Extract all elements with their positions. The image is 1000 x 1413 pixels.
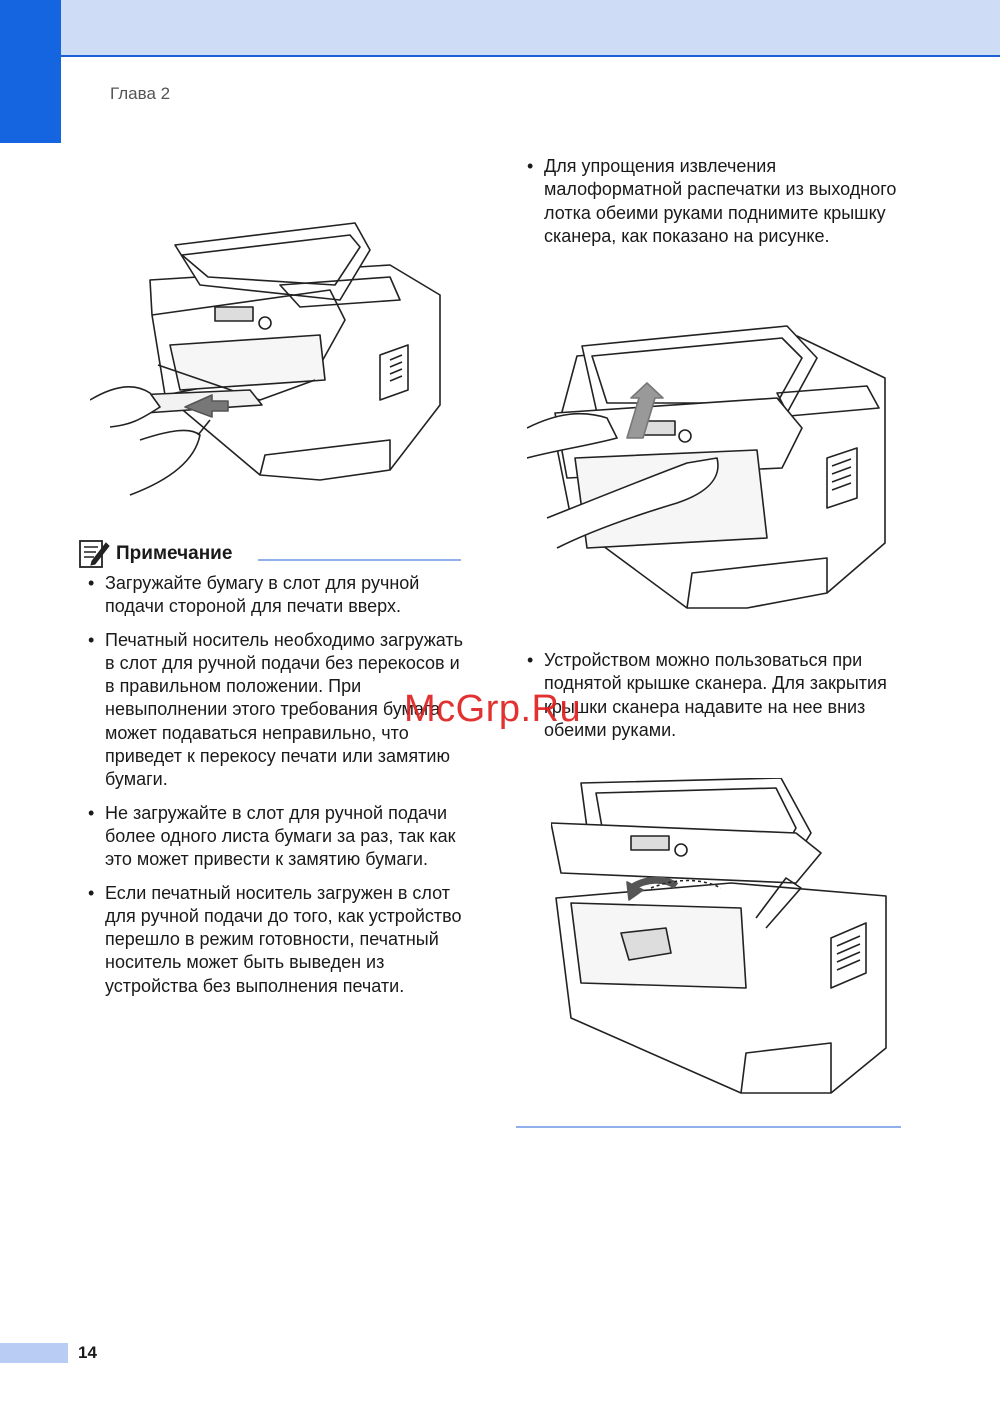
- note-item: • Загружайте бумагу в слот для ручной подачи стороной для печати вверх.: [88, 572, 468, 619]
- note-list: [88, 572, 468, 1008]
- note-heading: [78, 537, 463, 567]
- note-item: • Печатный носитель необходимо загружать в слот для ручной подачи без перекосов и в правильном положении. При невыполнении этого требования бумага может подаваться неправильно, что приведет к перекосу печати или замятию бумаги.: [88, 629, 468, 792]
- printer-scanner-raised-illustration: [551, 778, 896, 1098]
- right-bullet-item: • Для упрощения извлечения малоформатной распечатки из выходного лотка обеими руками поднимите крышку сканера, как показано на рисунке.: [527, 155, 897, 248]
- note-rule: [258, 559, 461, 561]
- note-title: Примечание: [116, 543, 233, 564]
- footer-bar: [0, 1343, 68, 1363]
- printer-manual-feed-illustration: [90, 215, 450, 515]
- note-item: • Если печатный носитель загружен в слот для ручной подачи до того, как устройство перешло в режим готовности, печатный носитель может быть выведен из устройства без выполнения печати.: [88, 882, 468, 998]
- right-bullet-item: • Устройством можно пользоваться при поднятой крышке сканера. Для закрытия крышки сканера надавите на нее вниз обеими руками.: [527, 649, 897, 742]
- right-bullet-list-1: [527, 155, 897, 248]
- note-item: • Не загружайте в слот для ручной подачи более одного листа бумаги за раз, так как это может привести к замятию бумаги.: [88, 802, 468, 872]
- section-end-rule: [516, 1126, 901, 1128]
- right-bullet-list-2: [527, 649, 897, 742]
- chapter-label: Глава 2: [110, 84, 171, 103]
- pencil-note-icon: [78, 537, 110, 569]
- printer-lift-scanner-illustration: [527, 318, 892, 618]
- page-number: 14: [78, 1343, 97, 1362]
- watermark: McGrp.Ru: [404, 688, 582, 730]
- header-band: [0, 0, 1000, 57]
- chapter-tab: [0, 0, 61, 143]
